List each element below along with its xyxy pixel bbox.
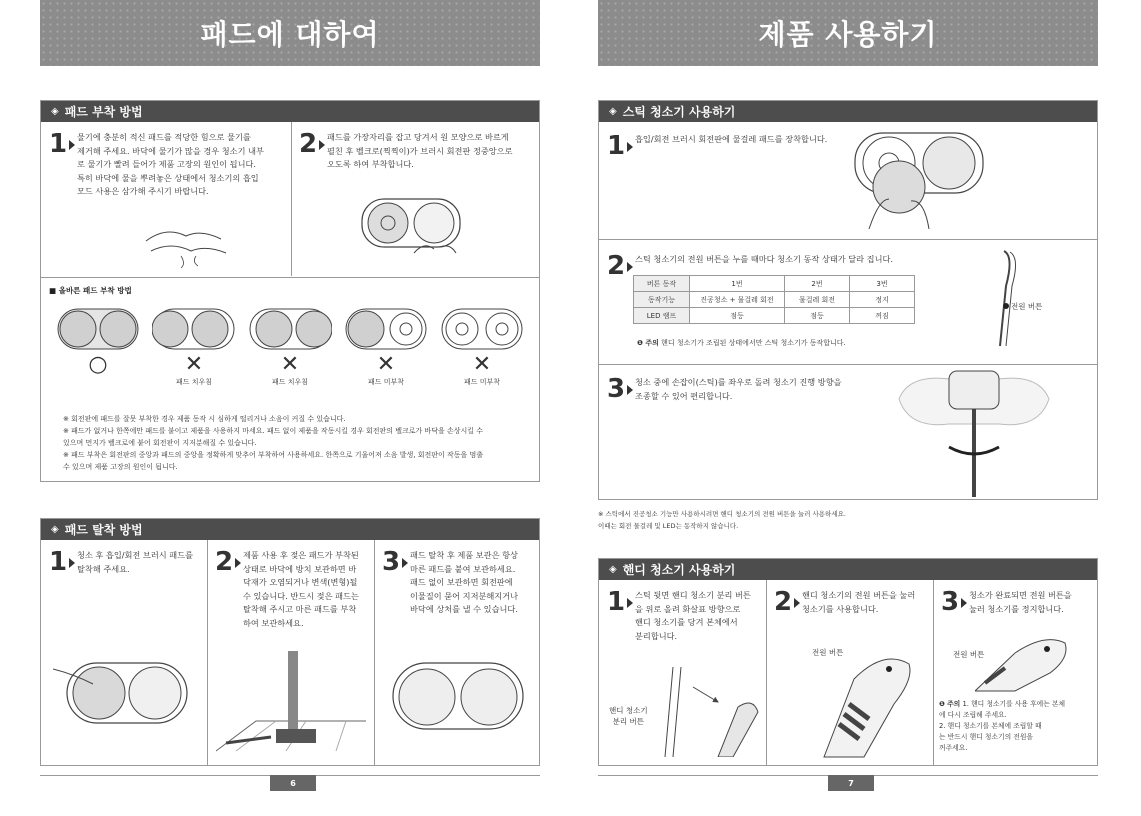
divider xyxy=(207,540,208,765)
step-number: 1 xyxy=(49,547,68,577)
left-banner xyxy=(40,0,540,66)
step-number: 1 xyxy=(607,587,626,617)
power-button-label: 전원 버튼 xyxy=(953,650,985,659)
attach-mop-illustration xyxy=(849,129,989,234)
table-cell: 물걸레 회전 xyxy=(785,292,850,308)
step-number: 3 xyxy=(941,587,960,617)
pad-illustration xyxy=(440,305,524,353)
note-line: ※ 회전판에 패드를 잘못 부착한 경우 제품 동작 시 심하게 떨리거나 소음이 커질 수 있습니다. xyxy=(63,415,346,423)
step-text: 핸디 청소기의 전원 버튼을 눌러 청소기를 사용합니다. xyxy=(802,590,916,614)
pad-example xyxy=(55,305,141,395)
step-text: 청소 후 흡입/회전 브러시 패드를 탈착해 주세요. xyxy=(77,550,193,574)
table-cell: 꺼짐 xyxy=(850,308,915,324)
stick-cleaner-section xyxy=(598,100,1098,500)
table-cell: 진공청소 + 물걸레 회전 xyxy=(690,292,785,308)
note-line: ※ 패드가 없거나 한쪽에만 패드를 붙이고 제품을 사용하지 마세요. 패드 없이 제품을 작동시킬 경우 회전판의 벨크로가 바닥을 손상시킬 수 있으며 먼지가 벨크로에 붙어 회전판이 지저분해질 수 있습니다. xyxy=(63,427,484,447)
right-page xyxy=(598,0,1098,816)
handy-cleaner-section xyxy=(598,558,1098,766)
step-text: 물기에 충분히 적신 패드를 적당한 힘으로 물기를 제거해 주세요. 바닥에 물기가 많을 경우 청소기 내부 로 물기가 빨려 들어가 제품 고장의 원인이 됩니다. 특히 바닥에 물을 뿌려놓은 상태에서 청소기의 흡입 모드 사용은 삼가해 주시기 바랍니다. xyxy=(77,132,264,196)
caution-label: ❶ 주의 xyxy=(637,339,659,347)
pad-label: 패드 치우침 xyxy=(175,378,213,386)
diamond-icon: ◈ xyxy=(609,106,617,117)
step-number: 2 xyxy=(607,251,626,281)
correct-attach-heading: ■ 올바른 패드 부착 방법 xyxy=(49,286,132,295)
page-number: 7 xyxy=(828,775,874,791)
step-text: 스틱 청소기의 전원 버튼을 누를 때마다 청소기 동작 상태가 달라 집니다. xyxy=(635,254,893,264)
table-cell: 버튼 동작 xyxy=(634,276,690,292)
left-page xyxy=(40,0,540,816)
step-text: 스틱 뒷면 핸디 청소기 분리 버튼 을 위로 올려 화살표 방향으로 핸디 청소기를 당겨 본체에서 분리합니다. xyxy=(635,590,751,641)
table-row xyxy=(634,292,915,308)
section-title: 패드 부착 방법 xyxy=(64,105,143,119)
section-header xyxy=(41,101,539,122)
pad-label: 패드 미부착 xyxy=(463,378,501,386)
detach-pad-illustration xyxy=(53,649,193,729)
table-row xyxy=(634,276,915,292)
handy-caution xyxy=(939,699,1097,754)
wrong-mark: ✕ xyxy=(472,352,492,377)
table-cell: 동작기능 xyxy=(634,292,690,308)
pad-illustration xyxy=(344,305,428,353)
mode-table-wrap xyxy=(599,225,939,320)
handy-power-illustration xyxy=(804,649,924,759)
note-line: ※ 패드 부착은 회전판의 중앙과 패드의 중앙을 정확하게 맞추어 부착하여 사용하세요. 한쪽으로 기울어져 소음 발생, 회전판이 작동을 멈출 수 있으며 제품 고장의 원인이 됩니다. xyxy=(63,451,484,471)
steering-illustration xyxy=(889,369,1059,499)
pad-detach-section xyxy=(40,518,540,766)
correct-mark: ○ xyxy=(88,352,108,377)
mode-table xyxy=(633,275,915,324)
page-title: 패드에 대하여 xyxy=(200,18,380,51)
step-text: 청소가 완료되면 전원 버튼을 눌러 청소기를 정지합니다. xyxy=(969,590,1072,614)
divider xyxy=(933,580,934,765)
section-header xyxy=(599,101,1097,122)
divider xyxy=(291,122,292,276)
pad-attach-section xyxy=(40,100,540,482)
table-cell: 1번 xyxy=(690,276,785,292)
divider xyxy=(766,580,767,765)
step-text: 패드를 가장자리를 잡고 당겨서 원 모양으로 바르게 펼친 후 벨크로(찍찍이)가 브러시 회전판 정중앙으로 오도록 하여 부착합니다. xyxy=(327,132,513,169)
wring-pad-illustration xyxy=(141,211,231,271)
stick-caution xyxy=(637,338,846,348)
table-cell: LED 램프 xyxy=(634,308,690,324)
section-header xyxy=(41,519,539,540)
pad-illustration xyxy=(56,305,140,353)
step-number: 1 xyxy=(607,131,626,161)
attach-notes xyxy=(63,413,533,473)
dry-pad-illustration xyxy=(389,657,529,737)
pad-examples xyxy=(55,305,525,395)
right-banner xyxy=(598,0,1098,66)
pad-label: 패드 미부착 xyxy=(367,378,405,386)
table-cell: 3번 xyxy=(850,276,915,292)
step-number: 3 xyxy=(382,547,401,577)
table-cell: 2번 xyxy=(785,276,850,292)
stored-cleaner-illustration xyxy=(216,651,366,761)
pad-illustration xyxy=(152,305,236,353)
divider xyxy=(374,540,375,765)
table-row xyxy=(634,308,915,324)
wrong-mark: ✕ xyxy=(184,352,204,377)
step-number: 3 xyxy=(607,374,626,404)
pad-example xyxy=(439,305,525,395)
wrong-mark: ✕ xyxy=(280,352,300,377)
detach-handy-illustration xyxy=(643,667,763,757)
attach-pad-illustration xyxy=(356,191,466,261)
diamond-icon: ◈ xyxy=(609,564,617,575)
step-number: 2 xyxy=(299,129,318,159)
step-text: 흡입/회전 브러시 회전판에 물걸레 패드를 장착합니다. xyxy=(635,134,828,144)
diamond-icon: ◈ xyxy=(51,524,59,535)
section-title: 패드 탈착 방법 xyxy=(64,523,143,537)
table-cell: 점등 xyxy=(785,308,850,324)
step-text: 제품 사용 후 젖은 패드가 부착된 상태로 바닥에 방치 보관하면 바 닥재가 오염되거나 변색(변형)될 수 있습니다. 반드시 젖은 패드는 탈착해 주시고 마른 패드를 부착 하여 보관하세요. xyxy=(243,550,359,628)
pad-example xyxy=(151,305,237,395)
step-text: 패드 탈착 후 제품 보관은 항상 마른 패드를 붙여 보관하세요. 패드 없이 보관하면 회전판에 이물질이 묻어 지저분해지거나 바닥에 상처를 낼 수 있습니다. xyxy=(410,550,519,614)
table-cell: 정지 xyxy=(850,292,915,308)
divider xyxy=(41,277,539,278)
stick-footnote: ※ 스틱에서 진공청소 기능만 사용하시려면 핸디 청소기의 전원 버튼을 눌러 사용하세요. 이때는 회전 물걸레 및 LED는 동작하지 않습니다. xyxy=(598,510,846,530)
diamond-icon: ◈ xyxy=(51,106,59,117)
wrong-mark: ✕ xyxy=(376,352,396,377)
page-title: 제품 사용하기 xyxy=(758,18,938,51)
step-text: 청소 중에 손잡이(스틱)를 좌우로 돌려 청소기 진행 방향을 조종할 수 있어 편리합니다. xyxy=(635,377,842,401)
step-number: 1 xyxy=(49,129,68,159)
page-number: 6 xyxy=(270,775,316,791)
caution-text: 1. 핸디 청소기를 사용 후에는 본체 에 다시 조립해 주세요. 2. 핸디 청소기를 본체에 조립할 때 는 반드시 핸디 청소기의 전원을 꺼주세요. xyxy=(939,700,1066,752)
table-cell: 점등 xyxy=(690,308,785,324)
section-title: 핸디 청소기 사용하기 xyxy=(622,563,736,577)
pad-label: 패드 치우침 xyxy=(271,378,309,386)
pad-example xyxy=(343,305,429,395)
release-button-label: 핸디 청소기 분리 버튼 xyxy=(609,706,648,726)
power-button-label: 전원 버튼 xyxy=(812,648,844,657)
pad-illustration xyxy=(248,305,332,353)
section-title: 스틱 청소기 사용하기 xyxy=(622,105,736,119)
power-button-label: 전원 버튼 xyxy=(1011,302,1043,311)
pad-example xyxy=(247,305,333,395)
caution-text: 핸디 청소기가 조립된 상태에서만 스틱 청소기가 동작합니다. xyxy=(661,339,846,347)
section-header xyxy=(599,559,1097,580)
step-number: 2 xyxy=(774,587,793,617)
divider xyxy=(599,364,1097,365)
caution-label: ❶ 주의 xyxy=(939,700,961,708)
handy-stop-illustration xyxy=(975,633,1075,693)
step-number: 2 xyxy=(215,547,234,577)
